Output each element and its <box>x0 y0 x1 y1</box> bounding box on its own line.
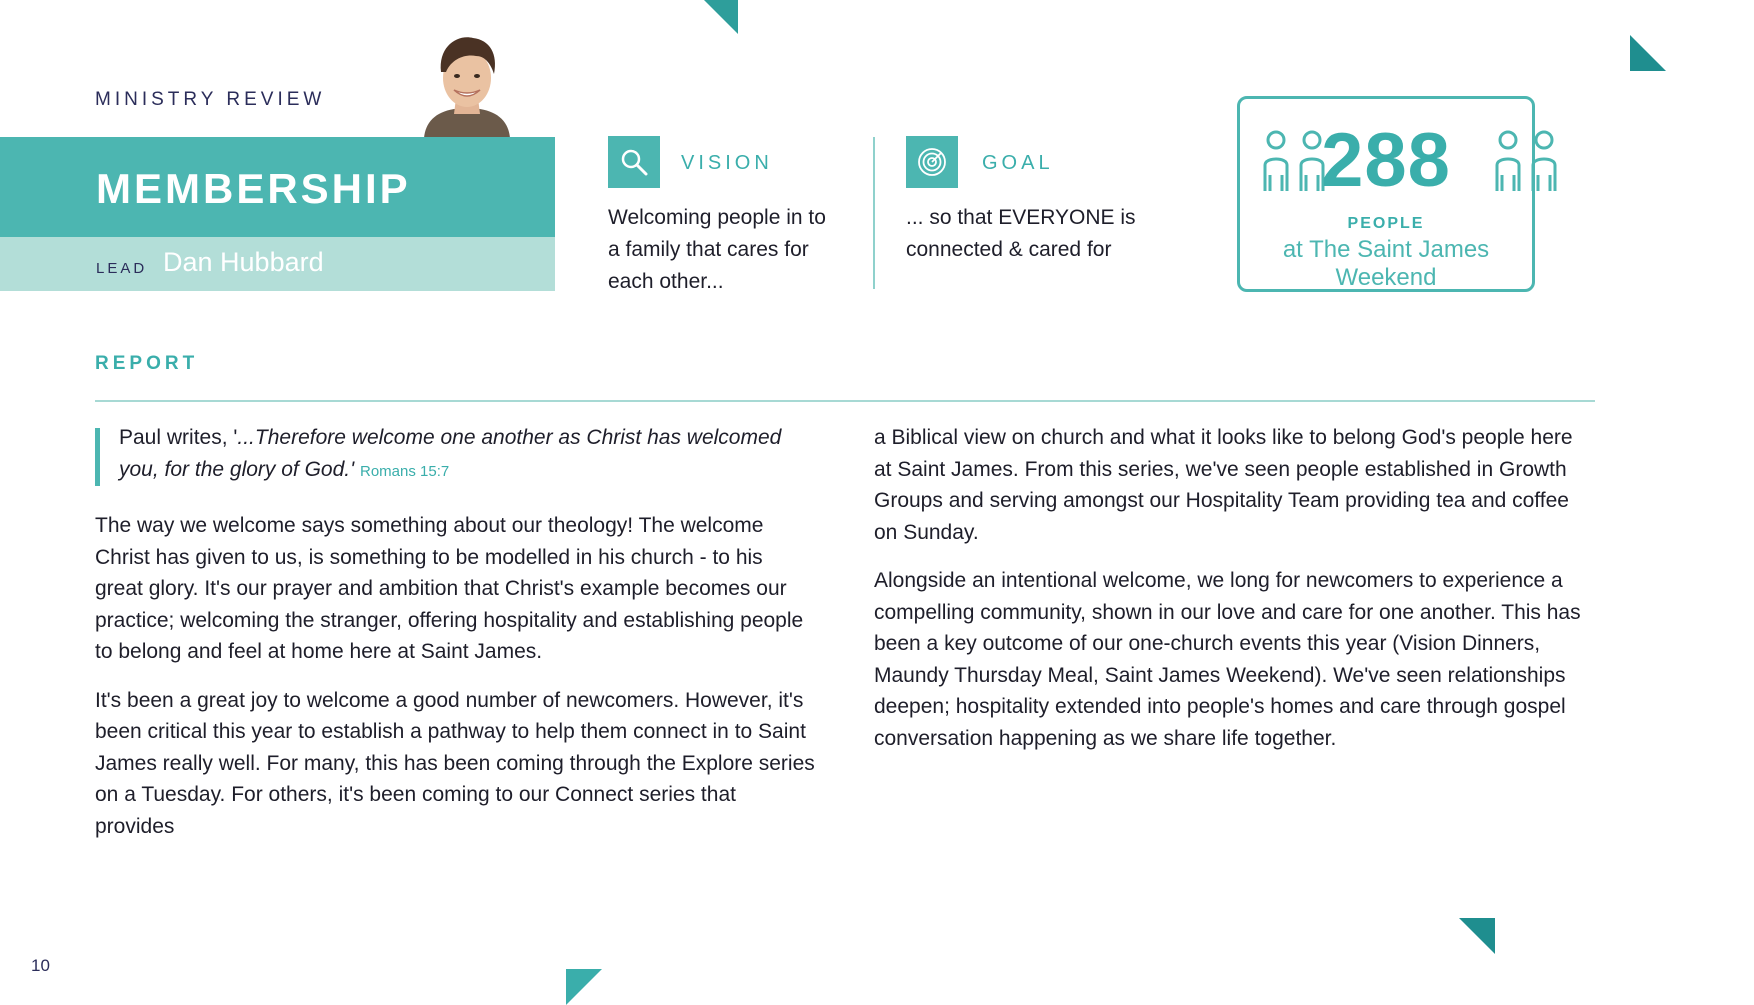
target-icon <box>906 136 958 188</box>
vision-text <box>608 202 848 298</box>
report-left-column <box>95 510 815 842</box>
paragraph: Alongside an intentional welcome, we long for newcomers to experience a compelling community, shown in our love and care for one another. This has been a key outcome of our one-church events this year (Vision Dinners, Maundy Thursday Meal, Saint James Weekend). We've seen relationships deepen; hospitality extended into people's homes and care through gospel conversation happening as we share life together. <box>874 569 1581 750</box>
vision-line: a family that cares for <box>608 238 809 261</box>
people-stat-card <box>1237 96 1535 292</box>
paragraph: The way we welcome says something about our theology! The welcome Christ has given to us, is something to be modelled in his church - to his great glory. It's our prayer and ambition that Christ's example becomes our practice; welcoming the stranger, offering hospitality and establishing people to belong and feel at home here at Saint James. <box>95 514 804 663</box>
lead-name: Dan Hubbard <box>163 247 324 277</box>
decorative-triangle-bottom-right <box>1459 918 1495 954</box>
section-eyebrow: MINISTRY REVIEW <box>95 89 326 110</box>
vision-line: Welcoming people in to <box>608 206 826 229</box>
report-heading: REPORT <box>95 353 199 374</box>
bible-quote <box>119 422 819 488</box>
quote-prefix: Paul writes, ' <box>119 426 238 449</box>
lead-label: LEAD <box>96 260 148 277</box>
quote-text: ...Therefore welcome one another as Christ has welcomed you, for the glory of God.' <box>119 426 782 481</box>
vision-heading: VISION <box>681 152 773 174</box>
quote-bar <box>95 428 100 486</box>
report-divider <box>95 400 1595 402</box>
decorative-triangle-top-right <box>1630 35 1666 71</box>
people-icon <box>1492 129 1564 202</box>
decorative-triangle-bottom <box>566 969 602 1005</box>
paragraph: a Biblical view on church and what it looks like to belong God's people here at Saint James. From this series, we've seen people established in Growth Groups and serving amongst our Hospitality Team providing tea and coffee on Sunday. <box>874 426 1573 544</box>
lead-band <box>0 237 555 291</box>
title-band <box>0 137 555 237</box>
search-icon <box>608 136 660 188</box>
avatar <box>418 28 516 138</box>
paragraph: It's been a great joy to welcome a good number of newcomers. However, it's been critical this year to establish a pathway to help them connect in to Saint James really well. For many, this has been coming through the Explore series on a Tuesday. For others, it's been coming to our Connect series that provides <box>95 688 815 838</box>
people-count: 288 <box>1321 118 1451 203</box>
vision-line: each other... <box>608 270 724 293</box>
goal-line: ... so that EVERYONE is <box>906 206 1136 229</box>
page-title: MEMBERSHIP <box>96 165 411 212</box>
column-divider <box>873 137 875 289</box>
goal-text <box>906 202 1146 266</box>
people-label: PEOPLE <box>1347 215 1425 232</box>
page-number: 10 <box>31 956 50 975</box>
quote-reference: Romans 15:7 <box>359 463 450 480</box>
decorative-triangle-top <box>704 0 738 34</box>
report-right-column <box>874 422 1584 754</box>
people-sublabel: at The Saint James Weekend <box>1282 236 1490 291</box>
goal-heading: GOAL <box>982 152 1054 174</box>
goal-line: connected & cared for <box>906 238 1112 261</box>
